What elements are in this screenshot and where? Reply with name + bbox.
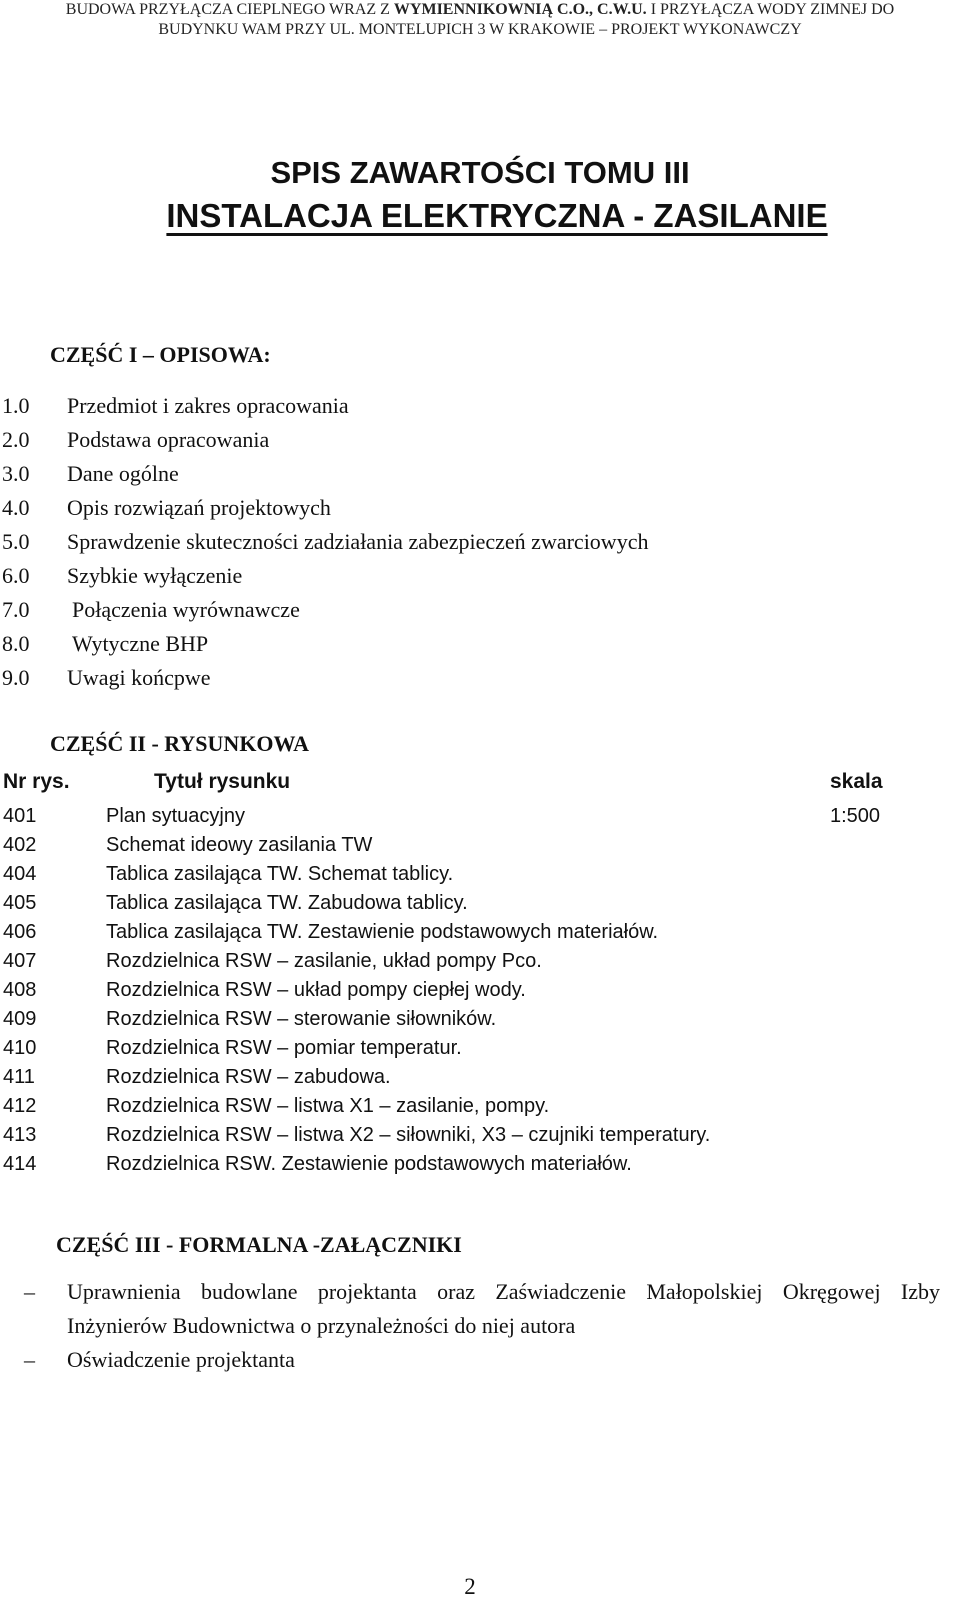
dash-bullet-icon: –: [24, 1347, 35, 1372]
toc-label: Sprawdzenie skuteczności zadziałania zabezpieczeń zwarciowych: [67, 529, 649, 554]
table-row: [0, 1005, 900, 1034]
drawing-number: 414: [3, 1153, 37, 1175]
drawings-table-header: [0, 770, 900, 802]
toc-number: 9.0: [2, 665, 30, 690]
document-title: SPIS ZAWARTOŚCI TOMU III: [270, 155, 690, 190]
toc-number: 2.0: [2, 427, 30, 452]
table-row: [0, 1034, 900, 1063]
toc-label: Połączenia wyrównawcze: [72, 597, 300, 622]
header-text: I PRZYŁĄCZA WODY ZIMNEJ DO: [646, 1, 895, 18]
drawings-table: [0, 802, 900, 1179]
drawing-title: Rozdzielnica RSW – sterowanie siłowników.: [106, 1008, 497, 1030]
drawing-title: Rozdzielnica RSW – pomiar temperatur.: [106, 1037, 462, 1059]
drawing-title: Tablica zasilająca TW. Schemat tablicy.: [106, 863, 454, 885]
drawing-title: Tablica zasilająca TW. Zestawienie podstawowych materiałów.: [106, 921, 659, 943]
drawing-number: 405: [3, 892, 37, 914]
drawing-number: 404: [3, 863, 37, 885]
column-header-scale: skala: [830, 770, 883, 793]
drawing-title: Plan sytuacyjny: [106, 805, 245, 827]
table-row: [0, 1063, 900, 1092]
drawing-number: 406: [3, 921, 37, 943]
part1-heading: CZĘŚĆ I – OPISOWA:: [50, 342, 271, 367]
table-row: [0, 1121, 900, 1150]
attachments-list: [0, 1275, 940, 1377]
toc-label: Wytyczne BHP: [72, 631, 209, 656]
table-row: [0, 860, 900, 889]
header-line-2: BUDYNKU WAM PRZY UL. MONTELUPICH 3 W KRAKOWIE – PROJEKT WYKONAWCZY: [158, 21, 802, 38]
toc-number: 3.0: [2, 461, 30, 486]
drawing-title: Rozdzielnica RSW. Zestawienie podstawowych materiałów.: [106, 1153, 632, 1175]
table-row: [0, 1092, 900, 1121]
table-row: [0, 918, 900, 947]
drawing-title: Tablica zasilająca TW. Zabudowa tablicy.: [106, 892, 468, 914]
column-header-nr: Nr rys.: [3, 770, 70, 793]
drawing-number: 410: [3, 1037, 37, 1059]
toc-label: Dane ogólne: [67, 461, 179, 486]
header-line-1: [0, 0, 960, 20]
part2-heading: CZĘŚĆ II - RYSUNKOWA: [50, 731, 309, 756]
table-row: [0, 976, 900, 1005]
table-row: [0, 802, 900, 831]
toc-number: 7.0: [2, 597, 30, 622]
toc-label: Szybkie wyłączenie: [67, 563, 243, 588]
drawing-title: Rozdzielnica RSW – listwa X2 – siłowniki, X3 – czujniki temperatury.: [106, 1124, 711, 1146]
table-row: [0, 831, 900, 860]
drawing-scale: 1:500: [830, 805, 881, 827]
drawing-title: Rozdzielnica RSW – układ pompy ciepłej wody.: [106, 979, 526, 1001]
column-header-title: Tytuł rysunku: [154, 770, 291, 793]
drawing-title: Rozdzielnica RSW – zasilanie, układ pompy Pco.: [106, 950, 542, 972]
drawing-number: 408: [3, 979, 37, 1001]
drawing-title: Rozdzielnica RSW – listwa X1 – zasilanie, pompy.: [106, 1095, 550, 1117]
dash-bullet-icon: –: [24, 1279, 35, 1304]
drawing-number: 412: [3, 1095, 37, 1117]
table-row: [0, 947, 900, 976]
drawing-number: 402: [3, 834, 37, 856]
drawing-title: Rozdzielnica RSW – zabudowa.: [106, 1066, 391, 1088]
drawing-number: 407: [3, 950, 37, 972]
attachment-text: Uprawnienia budowlane projektanta oraz Zaświadczenie Małopolskiej Okręgowej Izby Inżynierów Budownictwa o przynależności do niej autora: [67, 1279, 940, 1338]
toc-label: Uwagi końcpwe: [67, 665, 211, 690]
toc-label: Opis rozwiązań projektowych: [67, 495, 331, 520]
toc-number: 6.0: [2, 563, 30, 588]
page-number: 2: [464, 1574, 476, 1599]
toc-number: 1.0: [2, 393, 30, 418]
list-item: [0, 1275, 940, 1343]
toc-label: Przedmiot i zakres opracowania: [67, 393, 349, 418]
table-row: [0, 1150, 900, 1179]
drawing-number: 401: [3, 805, 37, 827]
toc-label: Podstawa opracowania: [67, 427, 270, 452]
drawing-number: 413: [3, 1124, 37, 1146]
toc-number: 5.0: [2, 529, 30, 554]
list-item: [0, 1343, 940, 1377]
attachment-text: Oświadczenie projektanta: [67, 1347, 295, 1372]
header-highlight: WYMIENNIKOWNIĄ C.O., C.W.U.: [393, 1, 647, 18]
part3-heading: CZĘŚĆ III - FORMALNA -ZAŁĄCZNIKI: [56, 1232, 462, 1257]
drawing-number: 409: [3, 1008, 37, 1030]
header-text: BUDOWA PRZYŁĄCZA CIEPLNEGO WRAZ Z: [65, 1, 394, 18]
toc-number: 4.0: [2, 495, 30, 520]
drawing-title: Schemat ideowy zasilania TW: [106, 834, 373, 856]
document-header: [0, 0, 960, 40]
toc-number: 8.0: [2, 631, 30, 656]
table-row: [0, 889, 900, 918]
document-subtitle: INSTALACJA ELEKTRYCZNA - ZASILANIE: [166, 197, 828, 234]
drawing-number: 411: [3, 1066, 35, 1088]
